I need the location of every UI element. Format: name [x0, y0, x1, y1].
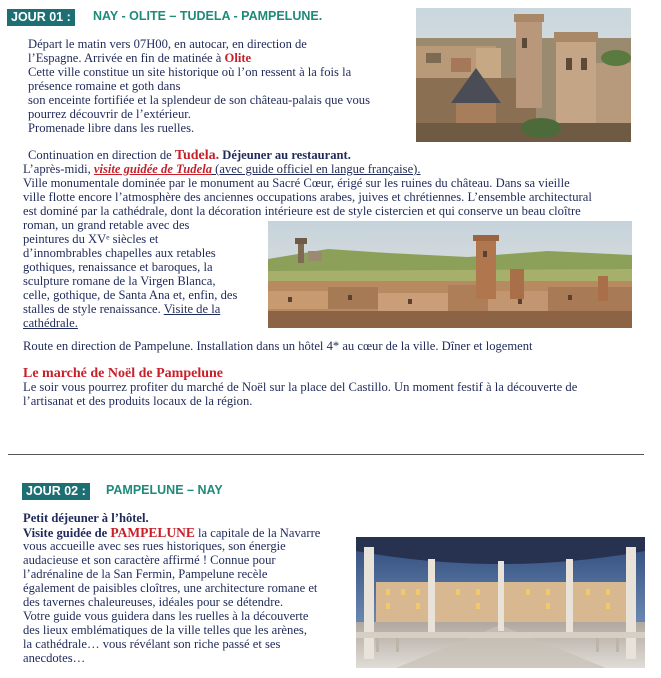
- day2-line3: vous accueille avec ses rues historiques, son énergie: [23, 539, 286, 553]
- day1-p2-line10: sculpture romane de la Virgen Blanca,: [23, 274, 216, 288]
- day2-line5: l’adrénaline de la San Fermin, Pampelune recèle: [23, 567, 268, 581]
- day1-p2-line2: L’après-midi, visite guidée de Tudela (avec guide officiel en langue française).: [23, 162, 421, 176]
- day1-p1-line6: pourrez découvrir de l’extérieur.: [28, 107, 191, 121]
- day2-line2: Visite guidée de PAMPELUNE la capitale de la Navarre: [23, 525, 321, 540]
- day1-p2-line6: roman, un grand retable avec des: [23, 218, 190, 232]
- day1-p1-line2: l’Espagne. Arrivée en fin de matinée à Olite: [28, 51, 252, 65]
- day1-p2-line4: ville flotte encore l’atmosphère des anciennes occupations arabes, juives et chrétiennes. L’ensemble architectural: [23, 190, 592, 204]
- day1-p1-line3: Cette ville constitue un site historique où l’on ressent à la fois la: [28, 65, 352, 79]
- market-line2: l’artisanat et des produits locaux de la région.: [23, 394, 253, 408]
- pamplona-plaza-photo: [356, 537, 645, 668]
- tudela-highlight: Tudela.: [174, 148, 220, 163]
- tudela-panorama-photo: [268, 221, 632, 328]
- tudela-guided-visit: visite guidée de Tudela: [93, 162, 212, 176]
- day2-line6: également de paisibles cloîtres, une architecture romane et: [23, 581, 318, 595]
- day2-line10: la cathédrale… vous révélant son riche passé et ses: [23, 637, 281, 651]
- day1-badge: JOUR 01 :: [7, 9, 75, 26]
- christmas-market-title: Le marché de Noël de Pampelune: [23, 366, 223, 381]
- day1-p2-line12: stalles de style renaissance. Visite de la: [23, 302, 221, 316]
- day1-p1-line5: son enceinte fortifiée et la splendeur de son château-palais que vous: [28, 93, 370, 107]
- day2-badge: JOUR 02 :: [22, 483, 90, 500]
- day2-line11: anecdotes…: [23, 651, 86, 665]
- pamplona-highlight: PAMPELUNE: [110, 525, 195, 540]
- day2-line4: audacieuse et son caractère affirmé ! Connue pour: [23, 553, 276, 567]
- day1-p2-line7: peintures du XVᵉ siècles et: [23, 232, 159, 246]
- day2-title: PAMPELUNE – NAY: [106, 483, 223, 497]
- day2-line1: Petit déjeuner à l’hôtel.: [23, 511, 149, 525]
- day1-p2-line13: cathédrale.: [23, 316, 78, 330]
- day1-p3: Route en direction de Pampelune. Installation dans un hôtel 4* au cœur de la ville. Dîner et logement: [23, 339, 533, 353]
- day1-p2-line5: est dominé par la cathédrale, dont la décoration intérieure est de style cistercien et qui conserve un beau cloître: [23, 204, 581, 218]
- day2-line7: des tavernes chaleureuses, idéales pour se détendre.: [23, 595, 284, 609]
- day1-title: NAY - OLITE – TUDELA - PAMPELUNE.: [93, 9, 323, 23]
- day1-p2-line8: d’innombrables chapelles aux retables: [23, 246, 216, 260]
- market-line1: Le soir vous pourrez profiter du marché de Noël sur la place del Castillo. Un moment festif à la découverte de: [23, 380, 578, 394]
- section-divider: [8, 454, 644, 455]
- olite-link: Olite: [224, 51, 252, 65]
- day1-p1-line4: présence romaine et goth dans: [28, 79, 181, 93]
- olite-castle-photo: [416, 8, 631, 142]
- day2-line8: Votre guide vous guidera dans les ruelles à la découverte: [23, 609, 309, 623]
- day1-p2-line3: Ville monumentale dominée par le monument au Sacré Cœur, érigé sur les ruines du château. Dans sa vieille: [23, 176, 570, 190]
- day1-p2-line9: gothiques, renaissance et baroques, la: [23, 260, 213, 274]
- day2-line9: des lieux emblématiques de la ville telles que les arènes,: [23, 623, 307, 637]
- cathedral-visit: Visite de la: [163, 302, 221, 316]
- day1-p1-line1: Départ le matin vers 07H00, en autocar, en direction de: [28, 37, 307, 51]
- day1-p2-line1: Continuation en direction de Tudela. Déjeuner au restaurant.: [28, 148, 351, 163]
- day1-p1-line7: Promenade libre dans les ruelles.: [28, 121, 195, 135]
- day1-p2-line11: celle, gothique, de Santa Ana et, enfin, des: [23, 288, 238, 302]
